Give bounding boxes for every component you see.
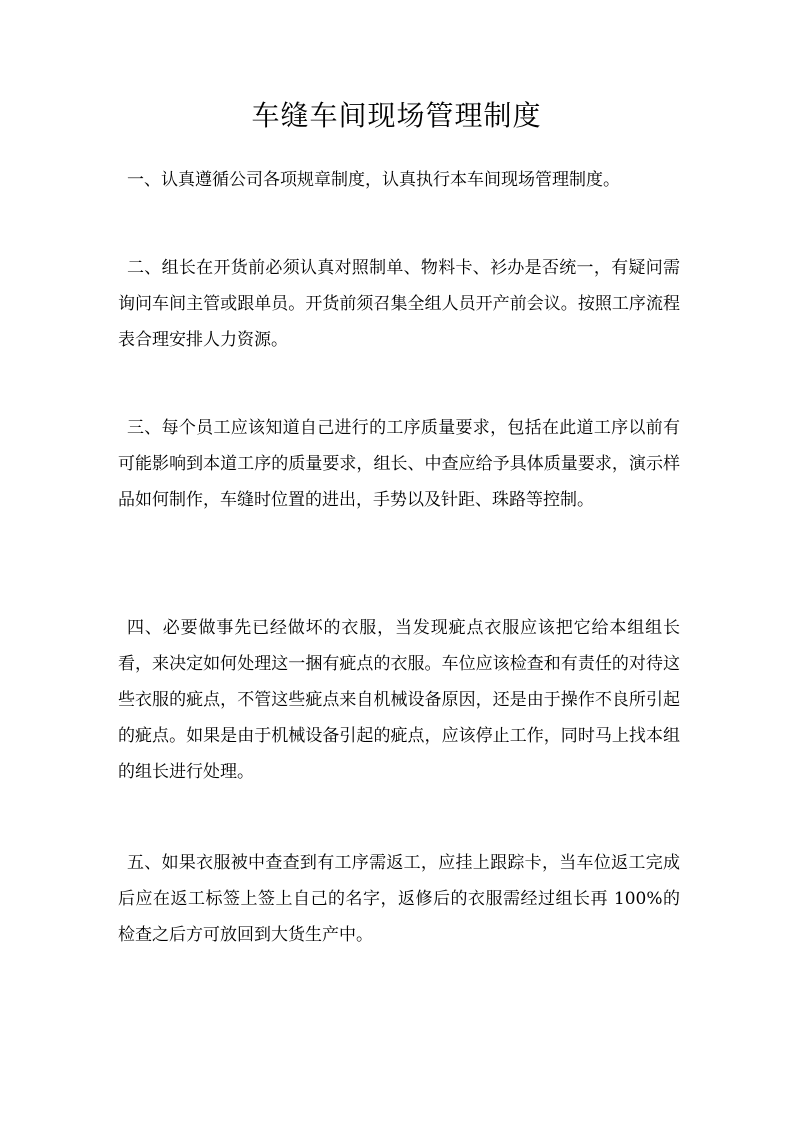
paragraph-1: 一、认真遵循公司各项规章制度，认真执行本车间现场管理制度。	[127, 170, 620, 190]
paragraph-2: 二、组长在开货前必须认真对照制单、物料卡、衫办是否统一，有疑问需询问车间主管或跟单员。开货前须召集全组人员开产前会议。按照工序流程表合理安排人力资源。	[118, 258, 680, 350]
paragraph-5: 五、如果衣服被中查查到有工序需返工，应挂上跟踪卡，当车位返工完成后应在返工标签上签上自己的名字，返修后的衣服需经过组长再 100%的检查之后方可放回到大货生产中。	[118, 853, 680, 945]
paragraph-4: 四、必要做事先已经做坏的衣服，当发现疵点衣服应该把它给本组组长看，来决定如何处理这一捆有疵点的衣服。车位应该检查和有责任的对待这些衣服的疵点，不管这些疵点来自机械设备原因，还是由于操作不良所引起的疵点。如果是由于机械设备引起的疵点，应该停止工作，同时马上找本组的组长进行处理。	[118, 618, 680, 782]
document-title: 车缝车间现场管理制度	[251, 99, 542, 132]
paragraph-3: 三、每个员工应该知道自己进行的工序质量要求，包括在此道工序以前有可能影响到本道工序的质量要求，组长、中查应给予具体质量要求，演示样品如何制作，车缝时位置的进出，手势以及针距、珠路等控制。	[118, 418, 680, 510]
